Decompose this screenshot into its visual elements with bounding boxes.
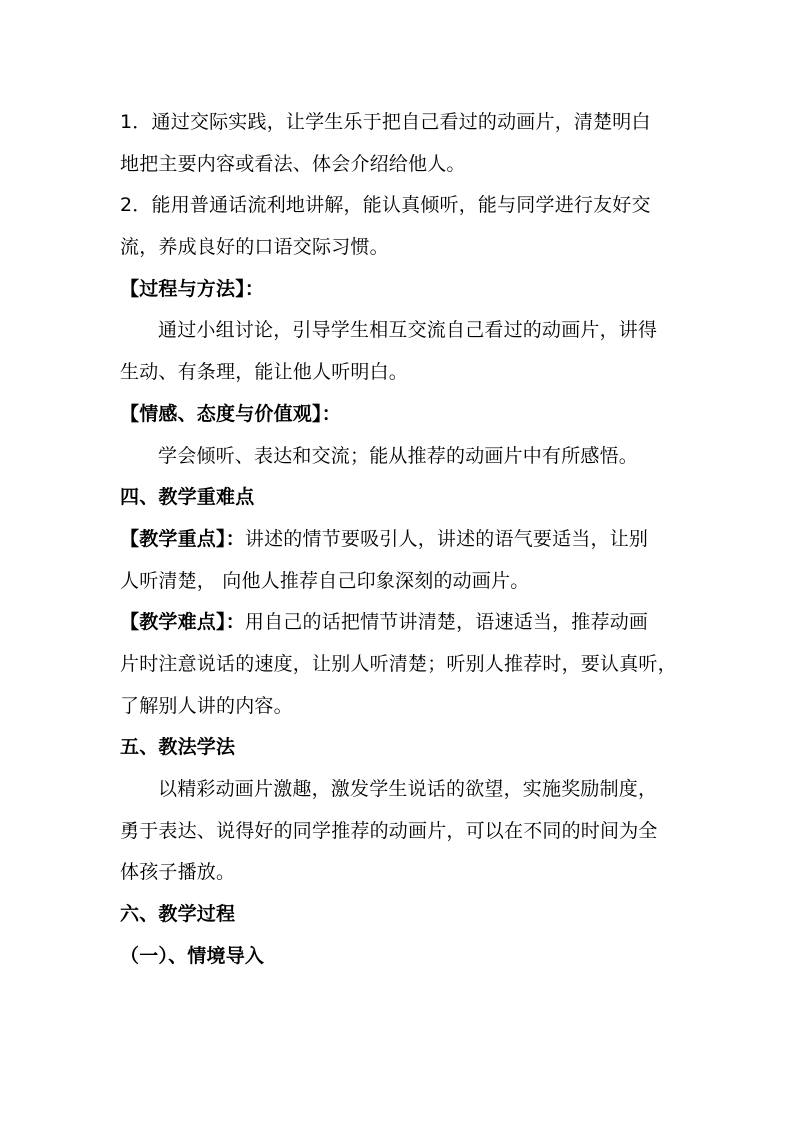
objective-line-1: 1．通过交际实践，让学生乐于把自己看过的动画片，清楚明白 <box>120 111 651 133</box>
process-line-1: 通过小组讨论，引导学生相互交流自己看过的动画片，讲得 <box>158 319 658 342</box>
emotion-line-1: 学会倾听、表达和交流；能从推荐的动画片中有所感悟。 <box>158 444 639 467</box>
document-body <box>120 102 690 977</box>
difficult-point-text: 用自己的话把情节讲清楚，语速适当，推荐动画 <box>244 611 649 634</box>
objective-line-4: 流，养成良好的口语交际习惯。 <box>120 236 389 259</box>
section4-heading: 四、教学重难点 <box>120 486 255 509</box>
difficult-point-line-1 <box>120 602 690 644</box>
method-line-2: 勇于表达、说得好的同学推荐的动画片，可以在不同的时间为全 <box>120 819 658 842</box>
method-line-1: 以精彩动画片激趣，激发学生说话的欲望，实施奖励制度， <box>158 778 658 800</box>
key-point-text: 讲述的情节要吸引人，讲述的语气要适当，让别 <box>244 527 649 550</box>
process-heading: 【过程与方法】： <box>120 277 265 300</box>
process-line-2: 生动、有条理，能让他人听明白。 <box>120 361 409 384</box>
section6-heading: 六、教学过程 <box>120 903 236 926</box>
emotion-heading: 【情感、态度与价值观】： <box>120 402 341 425</box>
section5-heading: 五、教法学法 <box>120 736 236 759</box>
difficult-point-label: 【教学难点】： <box>120 611 245 634</box>
key-point-label: 【教学重点】： <box>120 527 245 550</box>
objective-line-3: 2．能用普通话流利地讲解，能认真倾听，能与同学进行友好交 <box>120 194 651 217</box>
difficult-point-line-2: 片时注意说话的速度，让别人听清楚；听别人推荐时，要认真听， <box>120 652 677 675</box>
subsection1-heading: （一）、情境导入 <box>120 944 265 967</box>
objective-line-2: 地把主要内容或看法、体会介绍给他人。 <box>120 152 466 175</box>
key-point-line-2: 人听清楚， 向他人推荐自己印象深刻的动画片。 <box>120 569 530 592</box>
key-point-line-1 <box>120 519 690 561</box>
method-line-3: 体孩子播放。 <box>120 861 236 884</box>
difficult-point-line-3: 了解别人讲的内容。 <box>120 694 293 717</box>
